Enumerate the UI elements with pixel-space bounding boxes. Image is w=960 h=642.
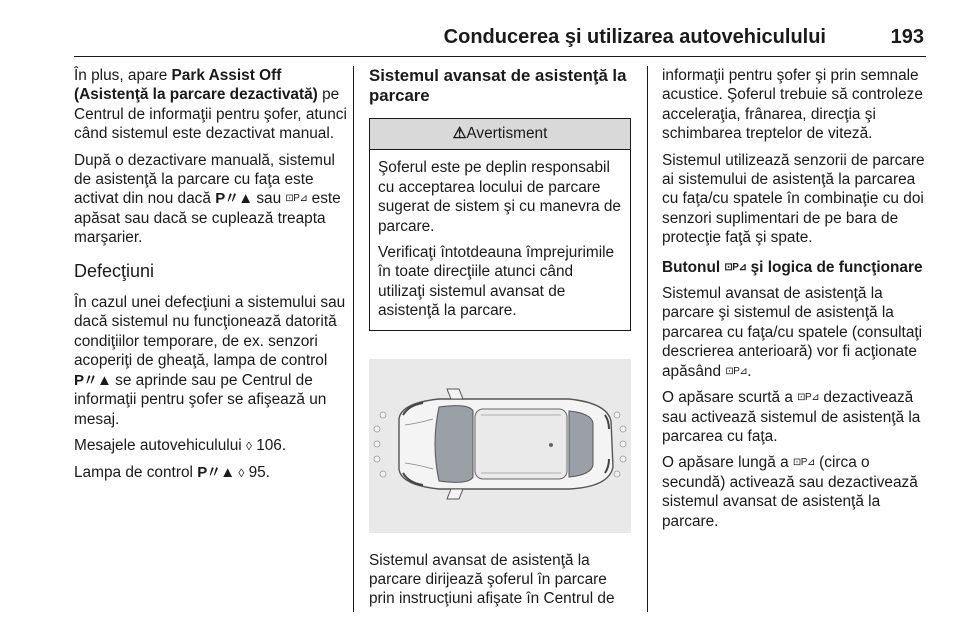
text: Sistemul avansat de asistenţă la parcare şi sistemul de asistenţă la parcarea cu faţa/cu spatele (consultaţi descrierea anterioară) vor fi acţionate apăsând	[662, 285, 923, 380]
header-rule	[74, 56, 926, 57]
column-divider	[647, 66, 648, 612]
section-title-defecte: Defecţiuni	[74, 260, 155, 281]
text: dezactivează sau activează sistemul de asistenţă la parcarea cu faţa.	[662, 389, 921, 445]
text: pe Centrul de informaţii pentru şofer, atunci când sistemul este dezactivat manual.	[74, 86, 347, 143]
warning-icon: ⚠	[452, 125, 467, 142]
page-number: 193	[890, 26, 924, 48]
car-top-view-illustration	[369, 359, 631, 533]
text: este apăsat sau dacă se cuplează treapta marşarier.	[74, 190, 341, 247]
paragraph	[662, 388, 928, 446]
text: Butonul	[662, 258, 725, 276]
paragraph	[74, 463, 352, 483]
text: se aprinde sau pe Centrul de informaţii pentru şofer se afişează un mesaj.	[74, 371, 327, 428]
paragraph	[662, 453, 928, 531]
text: O apăsare scurtă a	[662, 389, 798, 407]
paragraph	[74, 293, 352, 429]
paragraph: informaţii pentru şofer şi prin semnale acustice. Şoferul trebuie să controleze acceleraţia, frânarea, direcţia şi schimbarea treptelor de viteză.	[662, 67, 923, 143]
text: sau	[252, 190, 286, 208]
paragraph: Sistemul utilizează senzorii de parcare ai sistemului de asistenţă la parcarea cu faţa/cu spatele în combinaţie cu doi senzori suplimentari de pe bara de protecţie faţă şi spate.	[662, 151, 925, 247]
car-top-view-figure	[369, 359, 631, 533]
header-title: Conducerea şi utilizarea autovehiculului	[443, 26, 826, 48]
park-assist-button-icon: ⊡P⊿	[725, 365, 748, 377]
warning-title: Avertisment	[466, 125, 548, 142]
text: .	[747, 362, 752, 380]
reference-arrow-icon: ◊	[245, 438, 252, 453]
column-divider	[353, 66, 354, 612]
park-assist-button-icon: ⊡P⊿	[792, 457, 815, 469]
page-reference[interactable]: 106.	[256, 436, 287, 454]
page-header	[74, 26, 926, 54]
text: Lampa de control	[74, 464, 198, 482]
page-reference[interactable]: 95.	[248, 464, 270, 482]
warning-header	[370, 119, 630, 150]
paragraph	[74, 151, 352, 248]
column-1	[74, 66, 352, 491]
text: În cazul unei defecţiuni a sistemului sau dacă sistemul nu funcţionează datorită condiţiilor temporare, de ex. senzori acoperiţi de gheaţă, lampa de control	[74, 294, 346, 370]
text: Mesajele autovehiculului	[74, 436, 246, 454]
figure-caption: Sistemul avansat de asistenţă la parcare dirijează şoferul în parcare prin instrucţiuni afişate în Centrul de	[369, 551, 615, 608]
text: După o dezactivare manuală, sistemul de asistenţă la parcare cu faţa este activat din nou dacă	[74, 151, 335, 208]
park-assist-button-icon: ⊡P⊿	[724, 261, 747, 273]
park-assist-button-icon: ⊡P⊿	[285, 193, 308, 205]
section-title-button-logic	[662, 258, 928, 277]
text: (circa o secundă) activează sau dezactivează sistemul avansat de asistenţă la parcare.	[662, 454, 918, 530]
park-assist-lamp-icon: P〃▲	[215, 190, 253, 208]
section-title-advanced-park-assist: Sistemul avansat de asistenţă la parcare	[369, 66, 627, 105]
park-assist-button-icon: ⊡P⊿	[797, 392, 820, 404]
warning-body	[370, 150, 630, 329]
warning-paragraph: Verificaţi întotdeauna împrejurimile în toate direcţiile atunci când utilizaţi sistemul avansat de asistenţă la parcare.	[378, 244, 615, 320]
paragraph	[74, 66, 352, 144]
column-2	[369, 66, 631, 616]
park-assist-lamp-icon: P〃▲	[197, 464, 235, 482]
warning-box	[369, 118, 631, 331]
text: şi logica de funcţionare	[746, 258, 923, 276]
text: O apăsare lungă a	[662, 454, 793, 472]
text: În plus, apare	[74, 67, 172, 84]
park-assist-lamp-icon: P〃▲	[74, 371, 111, 389]
paragraph	[662, 284, 928, 381]
warning-paragraph: Şoferul este pe deplin responsabil cu acceptarea locului de parcare sugerat de sistem şi cu manevra de parcare.	[378, 159, 621, 235]
park-assist-off-label: Park Assist Off (Asistenţă la parcare dezactivată)	[74, 67, 318, 104]
reference-arrow-icon: ◊	[238, 466, 245, 481]
column-3	[662, 66, 928, 538]
paragraph	[74, 436, 352, 456]
